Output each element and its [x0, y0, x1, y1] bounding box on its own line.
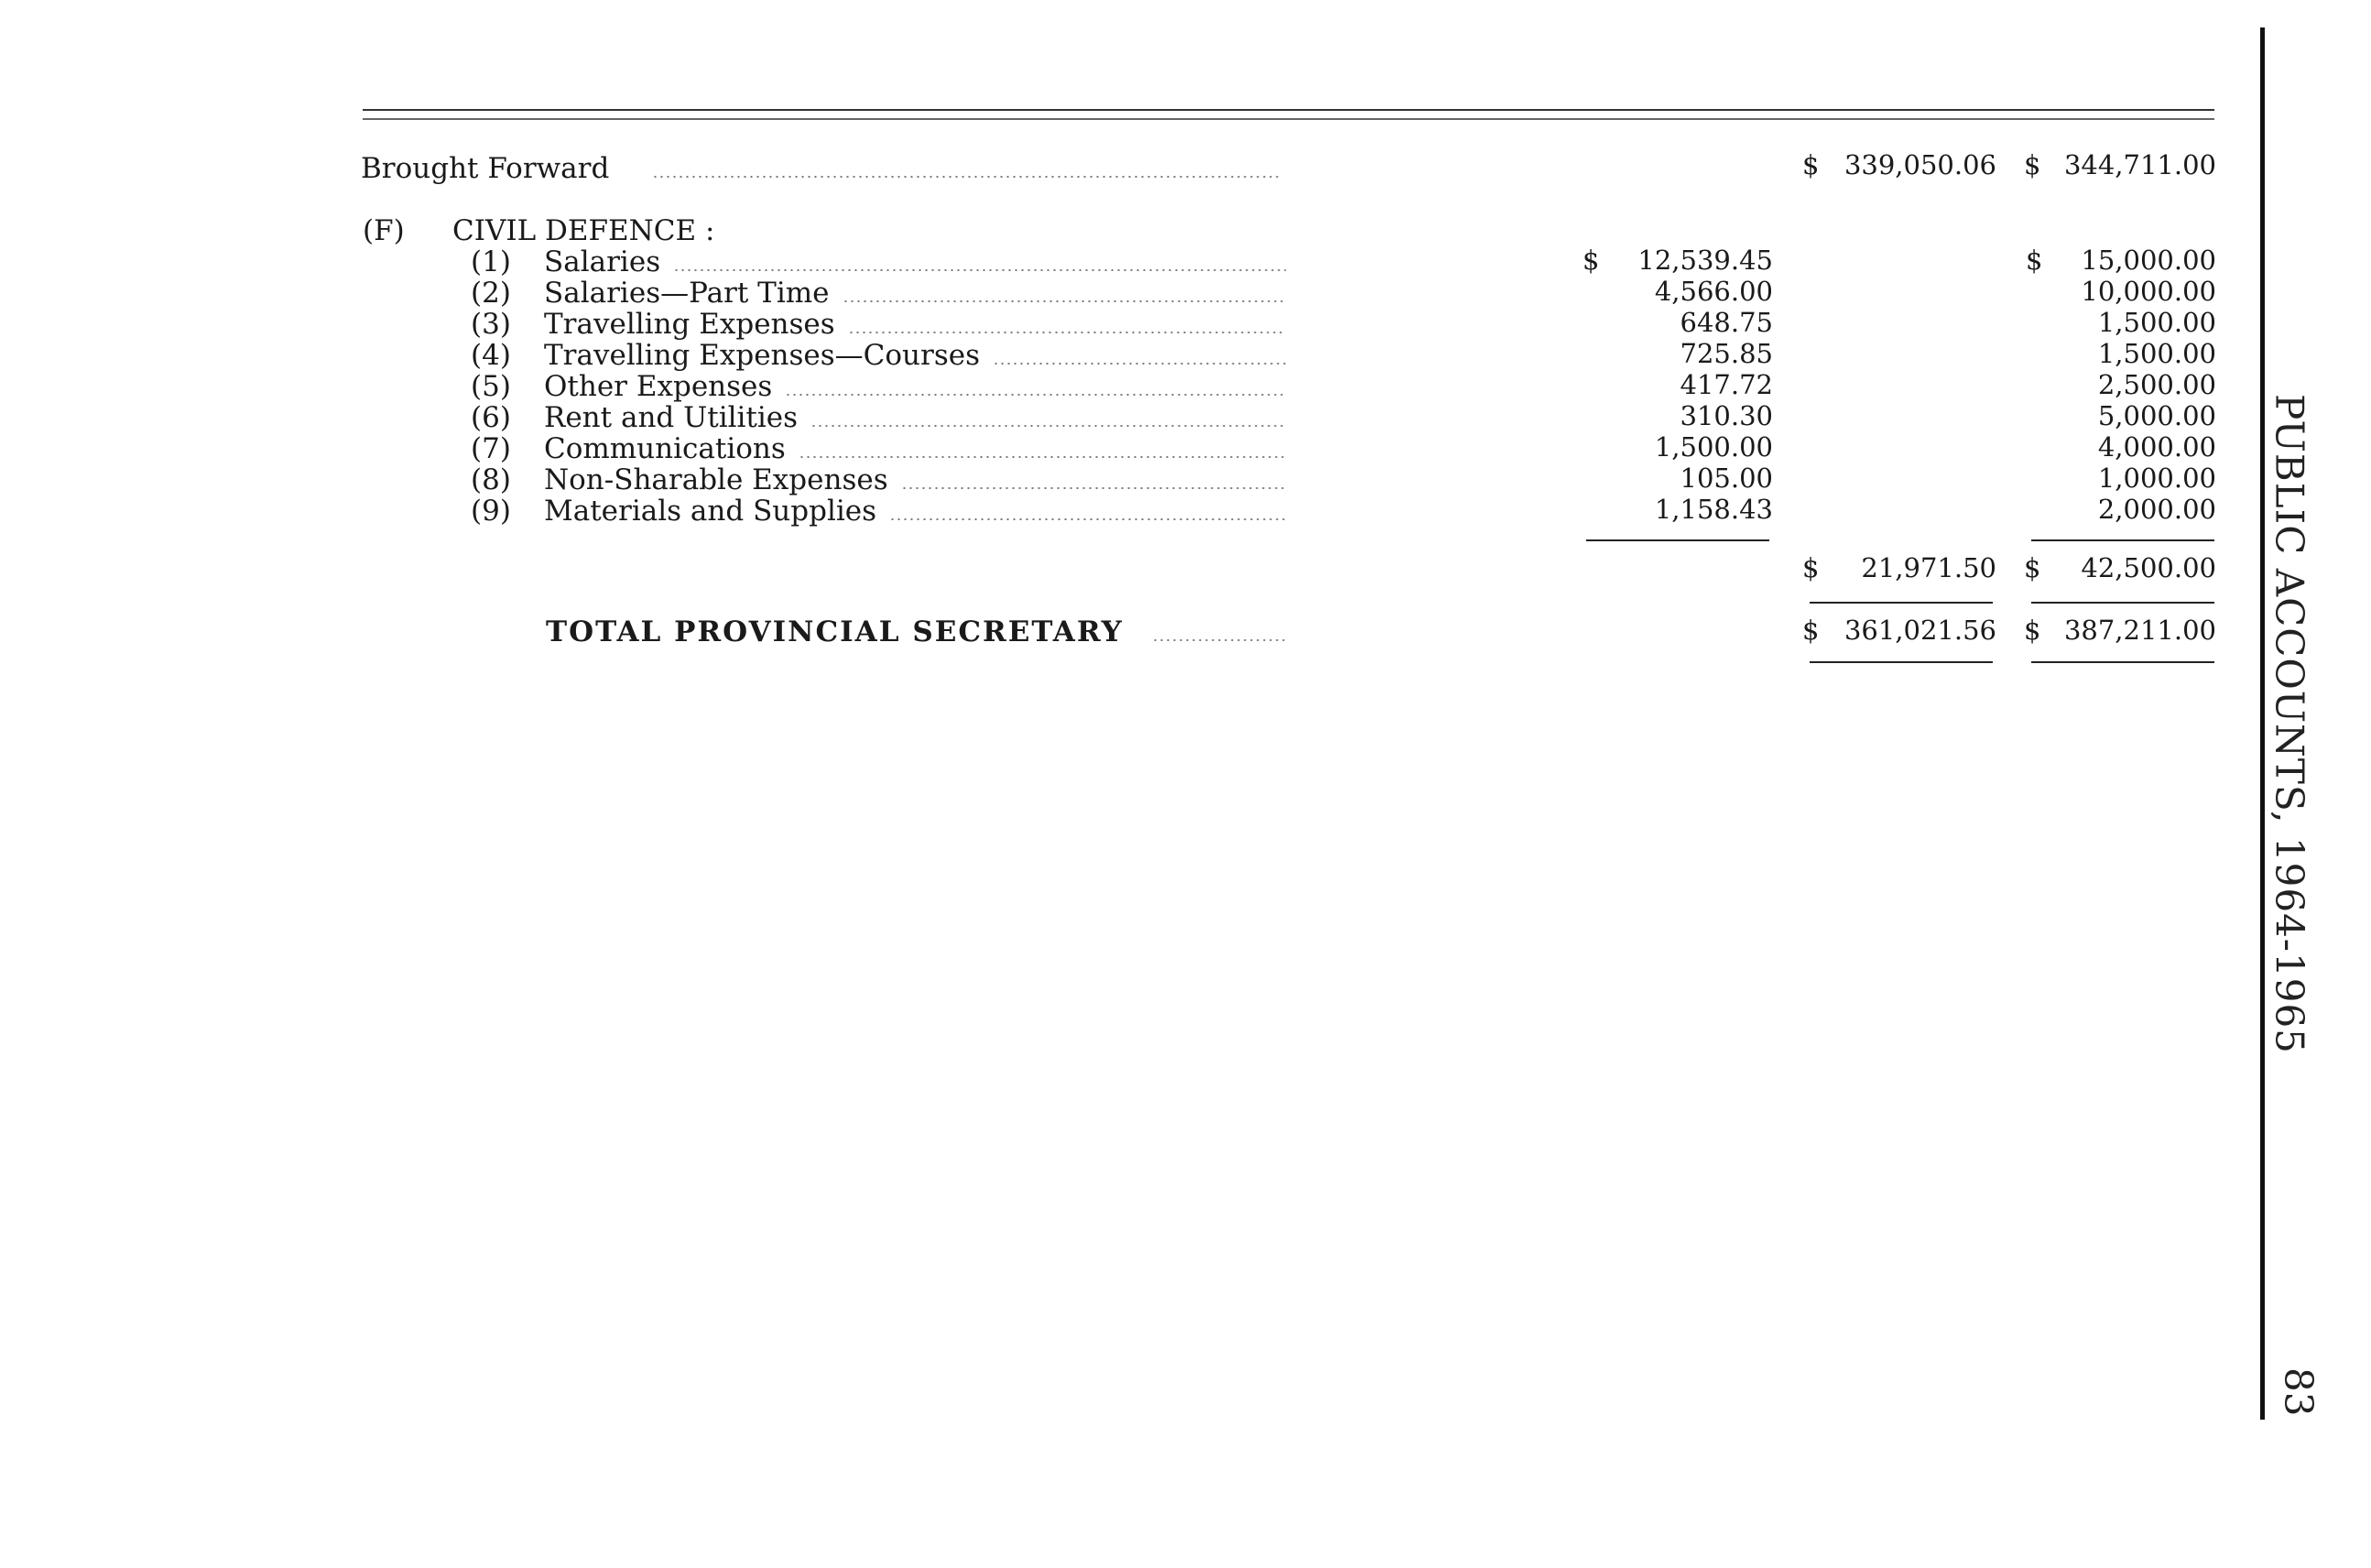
item-actual-amount: 417.72	[1680, 369, 1773, 400]
leader-dots	[652, 176, 1282, 178]
item-actual-amount: 648.75	[1680, 307, 1773, 338]
item-number: (6)	[471, 401, 511, 434]
item-estimate-amount: 2,000.00	[2097, 494, 2216, 525]
item-number: (5)	[471, 370, 511, 403]
currency-symbol: $	[1802, 149, 1820, 180]
currency-symbol: $	[1802, 552, 1820, 583]
item-number: (2)	[471, 277, 511, 310]
leader-dots	[889, 518, 1286, 520]
brought-forward-label: Brought Forward	[361, 152, 610, 185]
header-rule-top	[363, 109, 2214, 111]
item-estimate-amount: 10,000.00	[2081, 276, 2216, 307]
leader-dots	[1152, 639, 1286, 641]
currency-symbol: $	[1802, 615, 1820, 646]
column-underline	[1810, 602, 1993, 604]
item-estimate-amount: 2,500.00	[2097, 369, 2216, 400]
item-actual-amount: 4,566.00	[1654, 276, 1773, 307]
item-label: Non-Sharable Expenses	[544, 463, 888, 496]
item-label: Materials and Supplies	[544, 495, 877, 528]
total-estimate: 387,211.00	[2063, 615, 2216, 646]
currency-symbol: $	[2024, 149, 2041, 180]
subtotal-estimate: 42,500.00	[2081, 552, 2216, 583]
total-label: TOTAL PROVINCIAL SECRETARY	[546, 615, 1124, 648]
leader-dots	[901, 487, 1286, 489]
column-underline	[1810, 661, 1993, 663]
item-number: (3)	[471, 308, 511, 341]
item-estimate-amount: 1,500.00	[2097, 338, 2216, 369]
item-actual-amount: 725.85	[1680, 338, 1773, 369]
item-number: (9)	[471, 495, 511, 528]
leader-dots	[848, 332, 1286, 333]
column-underline	[2031, 661, 2214, 663]
currency-symbol: $	[2024, 552, 2041, 583]
column-underline	[2031, 602, 2214, 604]
item-actual-amount: 310.30	[1680, 400, 1773, 431]
item-label: Communications	[544, 432, 786, 465]
leader-dots	[810, 425, 1286, 427]
leader-dots	[799, 456, 1286, 458]
currency-symbol: $	[2024, 615, 2041, 646]
page-number: 83	[2276, 1367, 2322, 1417]
total-actual: 361,021.56	[1844, 615, 1996, 646]
item-label: Salaries—Part Time	[544, 277, 830, 310]
brought-forward-estimate: 344,711.00	[2063, 149, 2216, 180]
item-number: (1)	[471, 245, 511, 278]
currency-symbol: $	[1582, 245, 1600, 276]
item-estimate-amount: 1,000.00	[2097, 463, 2216, 494]
brought-forward-actual: 339,050.06	[1844, 149, 1996, 180]
item-estimate-amount: 1,500.00	[2097, 307, 2216, 338]
section-code: (F)	[363, 214, 405, 247]
item-estimate-amount: 15,000.00	[2081, 245, 2216, 276]
item-actual-amount: 12,539.45	[1637, 245, 1773, 276]
item-number: (7)	[471, 432, 511, 465]
item-estimate-amount: 4,000.00	[2097, 431, 2216, 463]
item-actual-amount: 105.00	[1680, 463, 1773, 494]
leader-dots	[785, 394, 1286, 396]
item-label: Travelling Expenses	[544, 308, 835, 341]
header-rule-bottom	[363, 118, 2214, 120]
item-label: Rent and Utilities	[544, 401, 799, 434]
leader-dots	[993, 363, 1286, 365]
currency-symbol: $	[2026, 245, 2043, 276]
item-label: Travelling Expenses—Courses	[544, 339, 981, 372]
item-actual-amount: 1,158.43	[1654, 494, 1773, 525]
column-underline	[2031, 539, 2214, 541]
item-label: Other Expenses	[544, 370, 773, 403]
running-header: PUBLIC ACCOUNTS, 1964-1965	[2267, 394, 2312, 1054]
item-actual-amount: 1,500.00	[1654, 431, 1773, 463]
leader-dots	[673, 269, 1286, 271]
item-estimate-amount: 5,000.00	[2097, 400, 2216, 431]
subtotal-actual: 21,971.50	[1861, 552, 1996, 583]
item-label: Salaries	[544, 245, 661, 278]
section-title: CIVIL DEFENCE :	[452, 214, 715, 247]
leader-dots	[843, 300, 1286, 302]
item-number: (8)	[471, 463, 511, 496]
item-number: (4)	[471, 339, 511, 372]
column-underline	[1586, 539, 1769, 541]
